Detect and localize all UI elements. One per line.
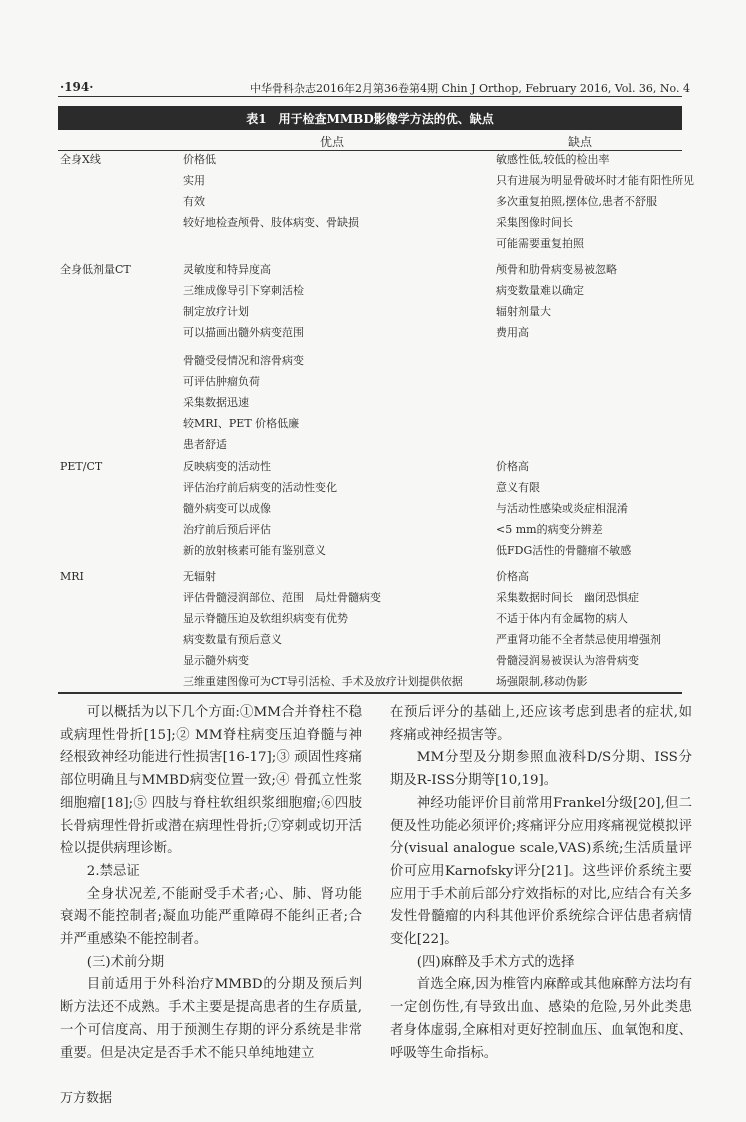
- header-rule: [58, 96, 682, 97]
- advantage-cell: 三维成像导引下穿刺活检: [183, 284, 304, 297]
- advantage-cell: 新的放射核素可能有鉴别意义: [183, 544, 326, 557]
- disadvantage-cell: 与活动性感染或炎症相混淆: [496, 502, 628, 515]
- disadvantage-cell: 可能需要重复拍照: [496, 237, 584, 250]
- advantage-cell: 有效: [183, 195, 205, 208]
- advantage-cell: 治疗前后预后评估: [183, 523, 271, 536]
- advantage-cell: 骨髓受侵情况和溶骨病变: [183, 354, 304, 367]
- disadvantage-cell: 敏感性低,较低的检出率: [496, 153, 610, 166]
- disadvantage-cell: 费用高: [496, 326, 529, 339]
- body-right-column: [390, 702, 692, 1065]
- body-left-column: [60, 702, 362, 1065]
- section-heading: 2.禁忌证: [86, 863, 140, 879]
- advantage-cell: 反映病变的活动性: [183, 460, 271, 473]
- advantage-cell: 评估骨髓浸润部位、范围 局灶骨髓病变: [183, 591, 381, 604]
- column-header-disadvantages: 缺点: [568, 135, 593, 149]
- method-label: 全身低剂量CT: [60, 263, 131, 276]
- paragraph: 可以概括为以下几个方面:①MM合并脊柱不稳或病理性骨折[15];② MM脊柱病变压迫脊髓与神经根致神经功能进行性损害[16-17];③ 顽固性疼痛部位明确且与MMBD病变位置一致;④ 骨孤立性浆细胞瘤[18];⑤ 四肢与脊柱软组织浆细胞瘤;⑥四肢长骨病理性骨折或潜在病理性骨折;⑦穿刺或切开活检以提供病理诊断。: [60, 705, 362, 857]
- disadvantage-cell: 低FDG活性的骨髓瘤不敏感: [496, 544, 632, 557]
- footer-watermark: 万方数据: [60, 1091, 113, 1106]
- section-heading: (四)麻醉及手术方式的选择: [416, 954, 575, 970]
- advantage-cell: 实用: [183, 174, 205, 187]
- table-title: 表1 用于检查MMBD影像学方法的优、缺点: [58, 106, 682, 130]
- table-bottom-rule: [58, 692, 682, 694]
- advantage-cell: 病变数量有预后意义: [183, 633, 282, 646]
- disadvantage-cell: 场强限制,移动伪影: [496, 675, 588, 688]
- disadvantage-cell: 辐射剂量大: [496, 305, 551, 318]
- table-header-rule: [58, 150, 682, 151]
- advantage-cell: 较好地检查颅骨、肢体病变、骨缺损: [183, 216, 359, 229]
- section-heading: (三)术前分期: [86, 954, 165, 970]
- disadvantage-cell: 严重肾功能不全者禁忌使用增强剂: [496, 633, 661, 646]
- disadvantage-cell: 采集数据时间长 幽闭恐惧症: [496, 591, 639, 604]
- disadvantage-cell: 只有进展为明显骨破坏时才能有阳性所见: [496, 174, 694, 187]
- advantage-cell: 价格低: [183, 153, 216, 166]
- advantage-cell: 评估治疗前后病变的活动性变化: [183, 481, 337, 494]
- advantage-cell: 显示髓外病变: [183, 654, 249, 667]
- advantage-cell: 患者舒适: [183, 438, 227, 451]
- page-number: ·194·: [60, 80, 94, 94]
- method-label: 全身X线: [60, 153, 101, 166]
- column-header-advantages: 优点: [320, 135, 345, 149]
- advantage-cell: 无辐射: [183, 570, 216, 583]
- advantage-cell: 采集数据迅速: [183, 396, 249, 409]
- disadvantage-cell: 意义有限: [496, 481, 540, 494]
- paragraph: 首选全麻,因为椎管内麻醉或其他麻醉方法均有一定创伤性,有导致出血、感染的危险,另外此类患者身体虚弱,全麻相对更好控制血压、血氧饱和度、呼吸等生命指标。: [390, 977, 692, 1061]
- advantage-cell: 髓外病变可以成像: [183, 502, 271, 515]
- paragraph: 神经功能评价目前常用Frankel分级[20],但二便及性功能必须评价;疼痛评分应用疼痛视觉模拟评分(visual analogue scale,VAS)系统;生活质量评价可应用Karnofsky评分[21]。这些评价系统主要应用于手术前后部分疗效指标的对比,应结合有关多发性骨髓瘤的内科其他评价系统综合评估患者病情变化[22]。: [390, 795, 692, 948]
- disadvantage-cell: 采集图像时间长: [496, 216, 573, 229]
- advantage-cell: 较MRI、PET 价格低廉: [183, 417, 300, 430]
- paragraph: MM分型及分期参照血液科D/S分期、ISS分期及R-ISS分期等[10,19]。: [390, 750, 692, 789]
- advantage-cell: 可以描画出髓外病变范围: [183, 326, 304, 339]
- paragraph: 目前适用于外科治疗MMBD的分期及预后判断方法还不成熟。手术主要是提高患者的生存质量,一个可信度高、用于预测生存期的评分系统是非常重要。但是决定是否手术不能只单纯地建立: [60, 977, 362, 1061]
- disadvantage-cell: 价格高: [496, 460, 529, 473]
- paragraph: 在预后评分的基础上,还应该考虑到患者的症状,如疼痛或神经损害等。: [390, 705, 692, 743]
- disadvantage-cell: 病变数量难以确定: [496, 284, 584, 297]
- disadvantage-cell: 不适于体内有金属物的病人: [496, 612, 628, 625]
- advantage-cell: 显示脊髓压迫及软组织病变有优势: [183, 612, 348, 625]
- advantage-cell: 灵敏度和特异度高: [183, 263, 271, 276]
- advantage-cell: 可评估肿瘤负荷: [183, 375, 260, 388]
- disadvantage-cell: 颅骨和肋骨病变易被忽略: [496, 263, 617, 276]
- disadvantage-cell: 多次重复拍照,摆体位,患者不舒服: [496, 195, 657, 208]
- disadvantage-cell: <5 mm的病变分辨差: [496, 523, 603, 536]
- advantage-cell: 制定放疗计划: [183, 305, 249, 318]
- method-label: PET/CT: [60, 460, 103, 473]
- method-label: MRI: [60, 570, 84, 583]
- journal-header: 中华骨科杂志2016年2月第36卷第4期 Chin J Orthop, February 2016, Vol. 36, No. 4: [250, 82, 690, 95]
- disadvantage-cell: 骨髓浸润易被误认为溶骨病变: [496, 654, 639, 667]
- advantage-cell: 三维重建图像可为CT导引活检、手术及放疗计划提供依据: [183, 675, 463, 688]
- paragraph: 全身状况差,不能耐受手术者;心、肺、肾功能衰竭不能控制者;凝血功能严重障碍不能纠正者;合并严重感染不能控制者。: [60, 886, 362, 948]
- disadvantage-cell: 价格高: [496, 570, 529, 583]
